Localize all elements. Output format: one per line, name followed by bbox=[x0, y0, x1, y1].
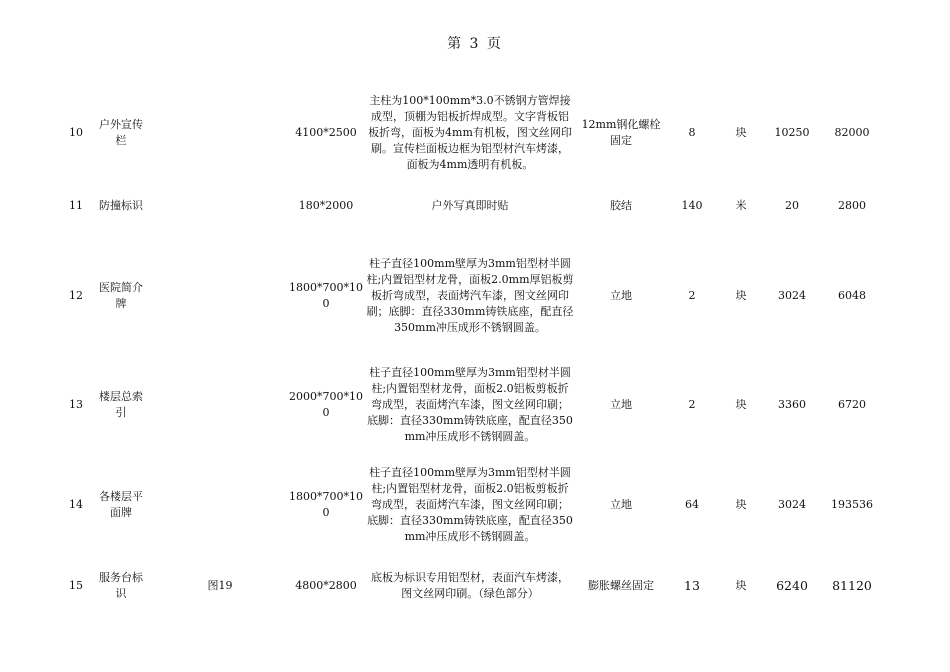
item-quantity: 64 bbox=[685, 498, 699, 511]
item-description: 主柱为100*100mm*3.0不锈钢方管焊接成型，顶棚为铝板折焊成型。文字背板铝板折弯，面板为4mm有机板，图文丝网印刷。宣传栏面板边框为铝型材汽车烤漆，面板为4mm透明有机板。 bbox=[368, 94, 572, 171]
item-total: 6720 bbox=[838, 398, 866, 411]
item-name: 各楼层平面牌 bbox=[99, 490, 143, 519]
item-total: 193536 bbox=[831, 498, 873, 511]
item-install: 胶结 bbox=[610, 199, 632, 212]
item-install: 膨胀螺丝固定 bbox=[588, 579, 654, 592]
item-quantity: 2 bbox=[688, 398, 696, 411]
item-name: 户外宣传栏 bbox=[99, 118, 143, 147]
item-image-ref bbox=[190, 88, 250, 178]
row-number: 15 bbox=[69, 579, 83, 592]
item-unit: 块 bbox=[735, 289, 747, 302]
item-description: 底板为标识专用铝型材，表面汽车烤漆，图文丝网印刷。（绿色部分） bbox=[371, 571, 569, 600]
table-row bbox=[0, 568, 950, 604]
item-unit: 块 bbox=[735, 398, 747, 411]
table-row bbox=[0, 195, 950, 217]
item-name: 服务台标识 bbox=[99, 571, 143, 600]
item-size: 1800*700*100 bbox=[289, 490, 363, 519]
table-row bbox=[0, 364, 950, 446]
item-unit-price: 6240 bbox=[776, 578, 808, 593]
item-size: 4800*2800 bbox=[295, 579, 357, 592]
item-description: 户外写真即时贴 bbox=[431, 199, 509, 212]
item-unit: 块 bbox=[735, 579, 747, 592]
item-image-ref: 图19 bbox=[207, 579, 233, 592]
item-install: 立地 bbox=[610, 289, 632, 302]
item-image-ref bbox=[190, 255, 250, 337]
row-number: 11 bbox=[69, 199, 83, 212]
table-row bbox=[0, 464, 950, 546]
item-unit-price: 3024 bbox=[778, 498, 806, 511]
item-install: 12mm钢化螺栓固定 bbox=[581, 118, 661, 147]
item-quantity: 8 bbox=[688, 126, 696, 139]
item-size: 4100*2500 bbox=[295, 126, 357, 139]
row-number: 13 bbox=[69, 398, 83, 411]
item-unit-price: 10250 bbox=[774, 126, 810, 139]
item-install: 立地 bbox=[610, 498, 632, 511]
item-description: 柱子直径100mm壁厚为3mm铝型材半圆柱;内置铝型材龙骨，面板2.0铝板剪板折弯成型，表面烤汽车漆，图文丝网印刷；底脚：直径330mm铸铁底座，配直径350mm冲压成形不锈钢圆盖。 bbox=[367, 466, 573, 543]
item-unit: 米 bbox=[735, 199, 747, 212]
item-unit-price: 3024 bbox=[778, 289, 806, 302]
item-total: 2800 bbox=[838, 199, 866, 212]
item-install: 立地 bbox=[610, 398, 632, 411]
row-number: 14 bbox=[69, 498, 83, 511]
item-image-ref bbox=[190, 195, 250, 217]
item-total: 6048 bbox=[838, 289, 866, 302]
item-quantity: 2 bbox=[688, 289, 696, 302]
item-quantity: 140 bbox=[681, 199, 703, 212]
item-name: 楼层总索引 bbox=[99, 390, 143, 419]
item-name: 医院简介牌 bbox=[99, 281, 143, 310]
item-size: 2000*700*100 bbox=[289, 390, 363, 419]
item-size: 1800*700*100 bbox=[289, 281, 363, 310]
page-title: 第 3 页 bbox=[447, 36, 503, 52]
item-quantity: 13 bbox=[684, 578, 700, 593]
item-size: 180*2000 bbox=[298, 199, 354, 212]
item-unit: 块 bbox=[735, 498, 747, 511]
item-unit: 块 bbox=[735, 126, 747, 139]
row-number: 12 bbox=[69, 289, 83, 302]
table-row bbox=[0, 88, 950, 178]
item-name: 防撞标识 bbox=[99, 199, 143, 212]
item-unit-price: 3360 bbox=[778, 398, 806, 411]
table-row bbox=[0, 255, 950, 337]
item-image-ref bbox=[190, 364, 250, 446]
item-image-ref bbox=[190, 464, 250, 546]
item-total: 82000 bbox=[834, 126, 870, 139]
row-number: 10 bbox=[69, 126, 83, 139]
item-total: 81120 bbox=[832, 578, 872, 593]
item-unit-price: 20 bbox=[785, 199, 799, 212]
item-description: 柱子直径100mm壁厚为3mm铝型材半圆柱;内置铝型材龙骨，面板2.0铝板剪板折弯成型，表面烤汽车漆，图文丝网印刷；底脚：直径330mm铸铁底座，配直径350mm冲压成形不锈钢圆盖。 bbox=[367, 366, 573, 443]
item-description: 柱子直径100mm壁厚为3mm铝型材半圆柱;内置铝型材龙骨，面板2.0mm厚铝板剪板折弯成型，表面烤汽车漆，图文丝网印刷；底脚：直径330mm铸铁底座，配直径350mm冲压成形不锈钢圆盖。 bbox=[366, 257, 574, 334]
